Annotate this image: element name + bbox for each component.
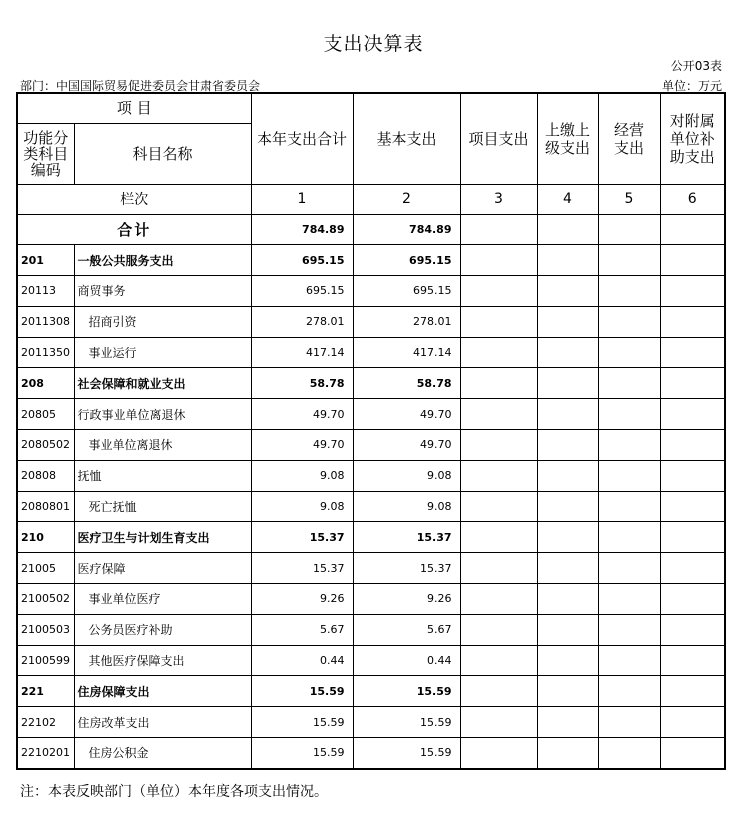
row-upper [537,614,598,645]
row-upper [537,245,598,276]
table-row [17,614,725,645]
row-total: 695.15 [251,276,353,307]
row-basic: 15.37 [353,522,460,553]
row-name: 住房公积金 [74,738,251,769]
table-row [17,306,725,337]
row-basic: 9.08 [353,460,460,491]
row-upper [537,276,598,307]
row-basic: 49.70 [353,399,460,430]
row-subsidy [660,738,725,769]
row-business [598,430,660,461]
total-amount: 784.89 [251,214,353,245]
total-row [17,214,725,245]
row-subsidy [660,337,725,368]
table-row [17,676,725,707]
form-code: 公开03表 [670,59,722,73]
row-total: 15.59 [251,738,353,769]
row-total: 695.15 [251,245,353,276]
row-basic: 15.59 [353,707,460,738]
row-project [460,645,537,676]
header-upper: 上缴上级支出 [537,93,598,184]
table-row [17,738,725,769]
table-row [17,245,725,276]
row-business [598,460,660,491]
row-code: 210 [17,522,74,553]
row-name: 医疗卫生与计划生育支出 [74,522,251,553]
row-code: 2100503 [17,614,74,645]
row-upper [537,707,598,738]
row-subsidy [660,645,725,676]
column-index-2: 2 [353,184,460,214]
table-row [17,399,725,430]
row-subsidy [660,707,725,738]
row-total: 9.26 [251,584,353,615]
row-subsidy [660,368,725,399]
row-basic: 5.67 [353,614,460,645]
row-code: 2011308 [17,306,74,337]
column-index-label: 栏次 [17,184,251,214]
total-subsidy [660,214,725,245]
row-name: 公务员医疗补助 [74,614,251,645]
table-row [17,553,725,584]
header-name: 科目名称 [74,123,251,184]
row-total: 58.78 [251,368,353,399]
row-upper [537,522,598,553]
row-business [598,368,660,399]
row-project [460,399,537,430]
row-code: 2100502 [17,584,74,615]
row-name: 招商引资 [74,306,251,337]
row-subsidy [660,614,725,645]
row-total: 5.67 [251,614,353,645]
row-code: 2080502 [17,430,74,461]
row-project [460,614,537,645]
row-upper [537,645,598,676]
row-business [598,522,660,553]
row-name: 死亡抚恤 [74,491,251,522]
row-total: 49.70 [251,399,353,430]
row-business [598,584,660,615]
row-code: 201 [17,245,74,276]
row-name: 事业单位离退休 [74,430,251,461]
table-row [17,707,725,738]
row-upper [537,337,598,368]
row-business [598,337,660,368]
row-project [460,337,537,368]
table-row [17,645,725,676]
row-total: 278.01 [251,306,353,337]
table-row [17,430,725,461]
row-project [460,553,537,584]
column-index-3: 3 [460,184,537,214]
row-basic: 58.78 [353,368,460,399]
row-business [598,645,660,676]
total-label: 合计 [17,214,251,245]
row-basic: 9.26 [353,584,460,615]
header-item: 项 目 [17,93,251,123]
row-business [598,306,660,337]
row-project [460,276,537,307]
row-upper [537,676,598,707]
row-upper [537,738,598,769]
row-code: 20805 [17,399,74,430]
row-project [460,430,537,461]
row-project [460,584,537,615]
row-code: 21005 [17,553,74,584]
row-total: 49.70 [251,430,353,461]
page-title: 支出决算表 [323,33,424,55]
column-index-4: 4 [537,184,598,214]
row-total: 15.37 [251,522,353,553]
row-total: 0.44 [251,645,353,676]
row-basic: 0.44 [353,645,460,676]
row-name: 住房改革支出 [74,707,251,738]
row-code: 20808 [17,460,74,491]
column-index-5: 5 [598,184,660,214]
row-upper [537,460,598,491]
row-upper [537,399,598,430]
row-subsidy [660,399,725,430]
row-basic: 15.59 [353,738,460,769]
row-basic: 15.59 [353,676,460,707]
row-upper [537,584,598,615]
row-project [460,676,537,707]
row-total: 417.14 [251,337,353,368]
row-total: 9.08 [251,491,353,522]
row-code: 20113 [17,276,74,307]
row-basic: 695.15 [353,245,460,276]
row-subsidy [660,676,725,707]
row-name: 其他医疗保障支出 [74,645,251,676]
row-name: 住房保障支出 [74,676,251,707]
row-subsidy [660,430,725,461]
row-basic: 278.01 [353,306,460,337]
row-name: 商贸事务 [74,276,251,307]
row-project [460,738,537,769]
row-basic: 695.15 [353,276,460,307]
row-basic: 417.14 [353,337,460,368]
row-project [460,306,537,337]
footnote: 注：本表反映部门（单位）本年度各项支出情况。 [20,784,328,800]
row-business [598,245,660,276]
row-name: 抚恤 [74,460,251,491]
row-upper [537,553,598,584]
row-code: 2210201 [17,738,74,769]
row-name: 医疗保障 [74,553,251,584]
row-subsidy [660,522,725,553]
unit-label: 单位：万元 [661,79,722,93]
row-project [460,245,537,276]
total-business [598,214,660,245]
row-code: 2100599 [17,645,74,676]
row-subsidy [660,245,725,276]
row-subsidy [660,306,725,337]
row-name: 社会保障和就业支出 [74,368,251,399]
expenditure-table [16,92,726,770]
row-business [598,614,660,645]
row-basic: 15.37 [353,553,460,584]
row-business [598,553,660,584]
row-code: 221 [17,676,74,707]
total-project [460,214,537,245]
row-business [598,491,660,522]
row-total: 15.37 [251,553,353,584]
row-subsidy [660,553,725,584]
table-row [17,460,725,491]
header-business: 经营支出 [598,93,660,184]
header-basic: 基本支出 [353,93,460,184]
row-name: 行政事业单位离退休 [74,399,251,430]
row-subsidy [660,276,725,307]
row-project [460,368,537,399]
header-code: 功能分类科目编码 [17,123,74,184]
row-total: 15.59 [251,707,353,738]
row-project [460,491,537,522]
row-project [460,707,537,738]
table-row [17,584,725,615]
row-upper [537,430,598,461]
total-upper [537,214,598,245]
row-upper [537,306,598,337]
row-upper [537,491,598,522]
row-basic: 9.08 [353,491,460,522]
row-business [598,399,660,430]
row-business [598,738,660,769]
row-project [460,522,537,553]
row-name: 事业运行 [74,337,251,368]
row-name: 一般公共服务支出 [74,245,251,276]
row-business [598,676,660,707]
header-subsidy: 对附属单位补助支出 [660,93,725,184]
row-subsidy [660,584,725,615]
row-code: 2011350 [17,337,74,368]
row-total: 15.59 [251,676,353,707]
row-subsidy [660,460,725,491]
row-project [460,460,537,491]
column-index-1: 1 [251,184,353,214]
header-total: 本年支出合计 [251,93,353,184]
row-basic: 49.70 [353,430,460,461]
row-upper [537,368,598,399]
row-total: 9.08 [251,460,353,491]
table-row [17,491,725,522]
total-basic: 784.89 [353,214,460,245]
header-project: 项目支出 [460,93,537,184]
row-subsidy [660,491,725,522]
table-row [17,276,725,307]
row-business [598,707,660,738]
table-row [17,368,725,399]
column-index-6: 6 [660,184,725,214]
row-code: 22102 [17,707,74,738]
row-code: 2080801 [17,491,74,522]
row-name: 事业单位医疗 [74,584,251,615]
table-row [17,337,725,368]
table-row [17,522,725,553]
row-code: 208 [17,368,74,399]
department-label: 部门：中国国际贸易促进委员会甘肃省委员会 [20,79,261,93]
row-business [598,276,660,307]
